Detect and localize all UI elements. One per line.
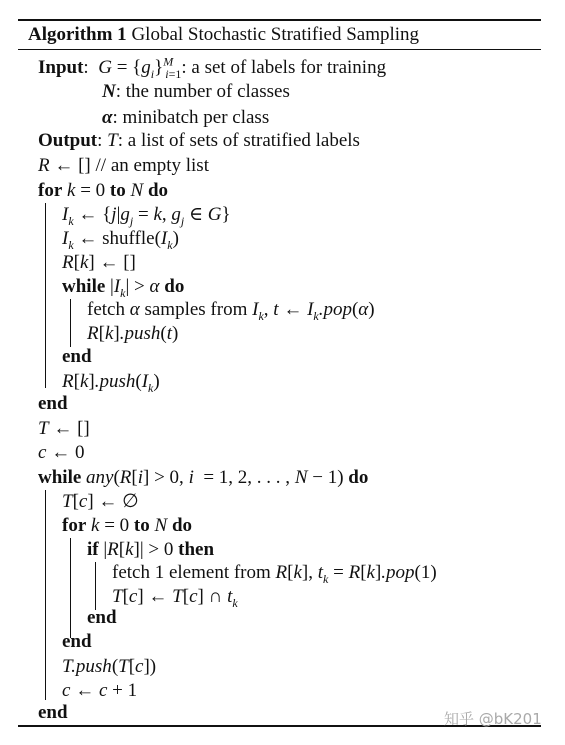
while-block-bar (70, 299, 71, 347)
alpha-line: α: minibatch per class (102, 107, 270, 128)
watermark: 知乎 @bK201 (444, 710, 542, 728)
line-end-for-2: end (62, 631, 92, 652)
line-r-init: R ← [] // an empty list (38, 155, 209, 176)
line-shuffle: $I_k$ ← $shuffle(I_k)$ (62, 228, 179, 252)
line-if: if |R[k]| > 0 then (87, 539, 215, 560)
line-c-init: c ← 0 (38, 442, 85, 463)
line-tc-init: T[c] ← ∅ (62, 491, 139, 512)
top-rule (18, 19, 541, 21)
line-push-t: R[k].push(t) (87, 323, 179, 344)
input-line: Input: $G = \{g_i\}^M_{i=1}$: a set of labels for training (38, 54, 387, 81)
line-ik-def: $I_k$ ← {$j|g_j = k$, $g_j$ ∈ G} (62, 204, 231, 228)
line-push-ik: $R[k].push(I_k)$ (62, 371, 160, 395)
line-end-while-2: end (38, 702, 68, 723)
line-intersect: T[c] ← T[c] ∩ $t_k$ (112, 586, 238, 610)
line-end-for: end (38, 393, 68, 414)
line-for-k-2: for k = 0 to N do (62, 515, 193, 536)
inner-for-bar (70, 538, 71, 638)
output-line: Output: T: a list of sets of stratified labels (38, 130, 360, 151)
line-fetch-one: fetch 1 element from R[k], $t_k = R[k].pop(1)$ (112, 562, 437, 586)
line-end-while: end (62, 346, 92, 367)
for-block-bar (45, 203, 46, 388)
line-c-inc: c ← c + 1 (62, 680, 138, 701)
line-fetch-alpha: fetch α samples from $I_k$, t ← $I_k.pop(\alpha)$ (87, 299, 375, 323)
line-for-k: for k = 0 to N do (38, 180, 169, 201)
line-while-ik: while $|I_k| > \alpha$ do (62, 276, 185, 300)
title-rule (18, 49, 541, 50)
algorithm-title (28, 22, 419, 48)
line-t-init: T ← [] (38, 418, 90, 439)
if-block-bar (95, 562, 96, 610)
line-rk-init: R[k] ← [] (62, 252, 136, 273)
outer-while-bar (45, 490, 46, 700)
line-while-any: while any(R[i] > 0, i = 1, 2, . . . , N − 1) do (38, 467, 369, 488)
line-end-if: end (87, 607, 117, 628)
algorithm-name: Global Stochastic Stratified Sampling (131, 24, 420, 45)
n-line: N: the number of classes (102, 81, 290, 102)
algorithm-number: Algorithm 1 (28, 24, 127, 45)
line-push-tc: T.push(T[c]) (62, 656, 157, 677)
